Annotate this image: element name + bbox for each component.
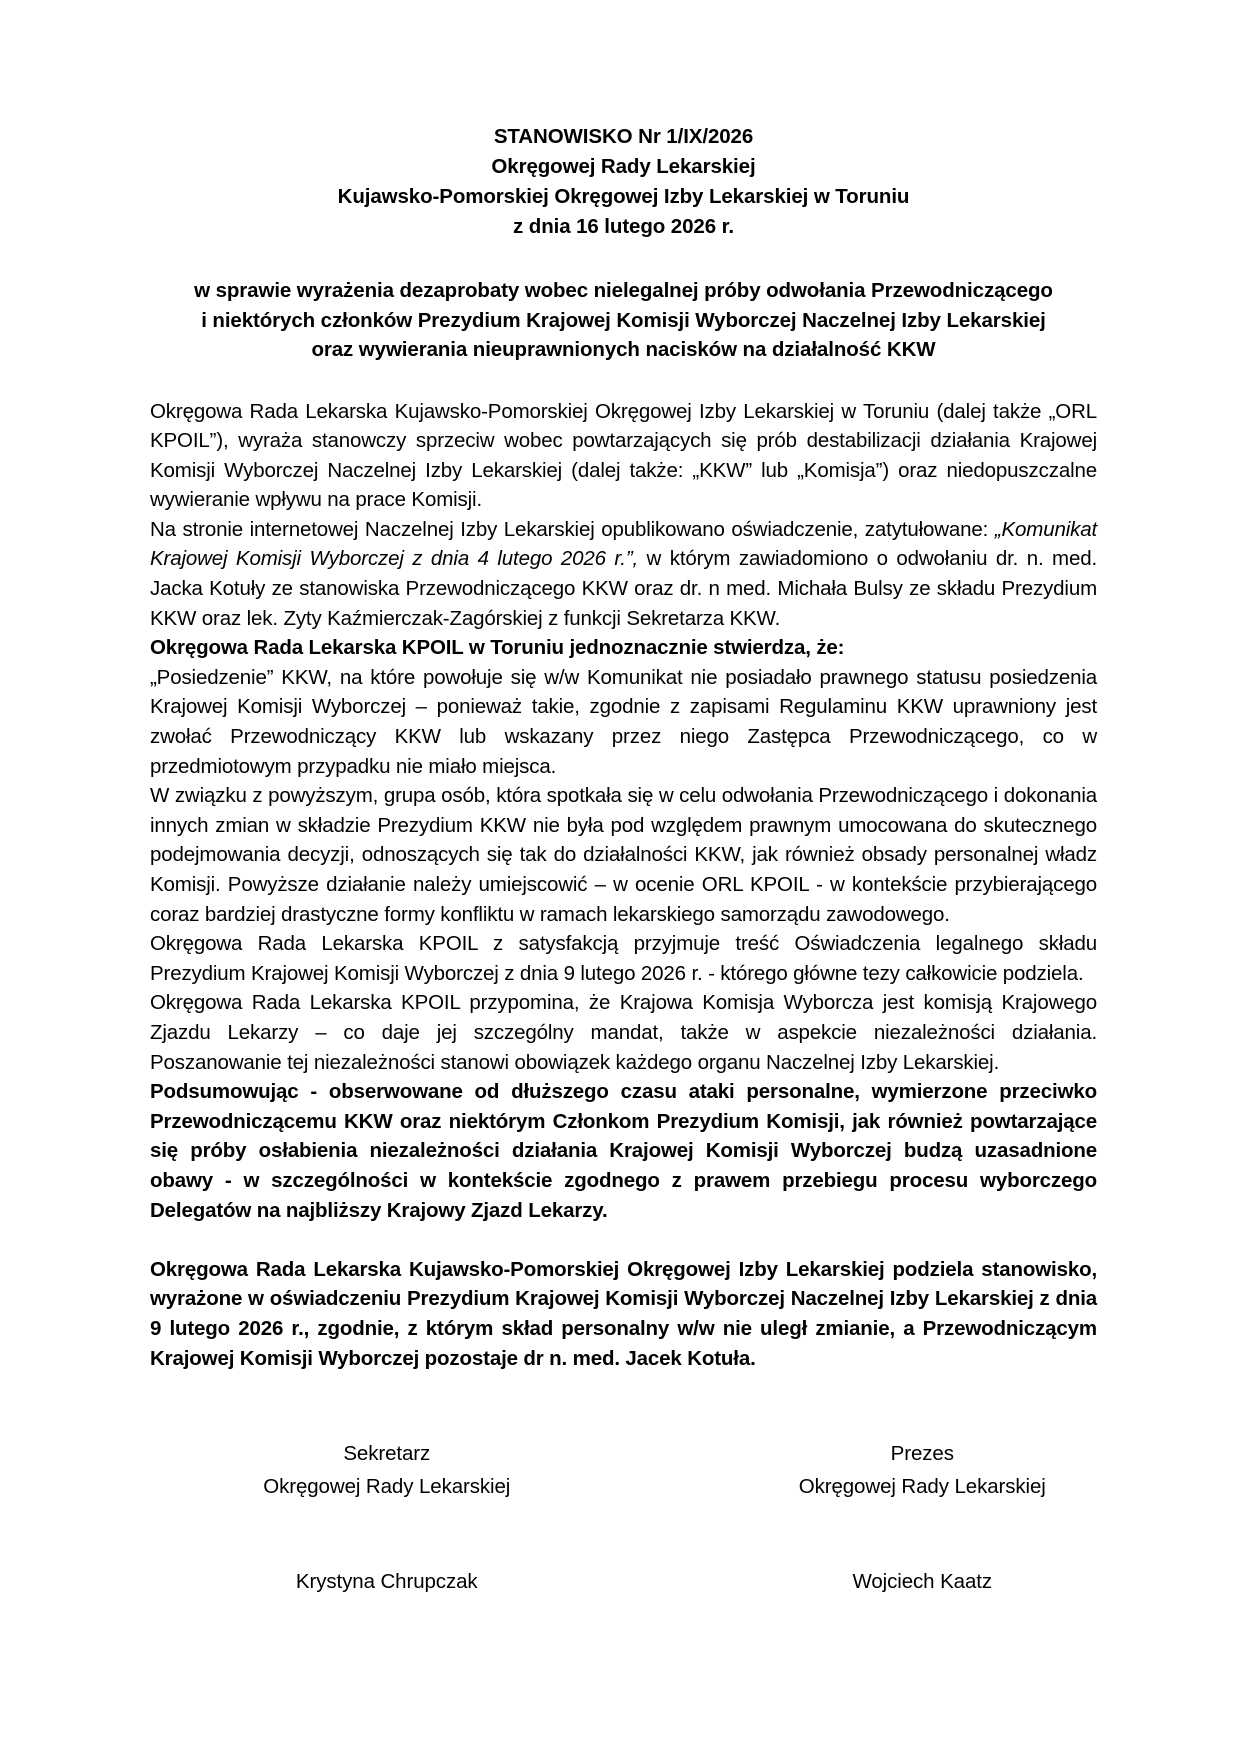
- document-content: [150, 0, 1097, 1598]
- paragraph-5: W związku z powyższym, grupa osób, która spotkała się w celu odwołania Przewodniczącego i dokonania innych zmian w składzie Prezydium KKW nie była pod względem prawnym umocowana do skutecznego podejmowania decyzji, odnoszących się tak do działalności KKW, jak również obsady personalnej władz Komisji. Powyższe działanie należy umiejscowić – w ocenie ORL KPOIL - w kontekście przybierającego coraz bardziej drastyczne formy konfliktu w ramach lekarskiego samorządu zawodowego.: [150, 784, 1097, 926]
- signature-secretary-org: Okręgowej Rady Lekarskiej: [263, 1475, 511, 1499]
- signature-secretary-role: Sekretarz: [343, 1442, 431, 1466]
- paragraph-9-closing: Okręgowa Rada Lekarska Kujawsko-Pomorskiej Okręgowej Izby Lekarskiej podziela stanowisko, wyrażone w oświadczeniu Prezydium Krajowej Komisji Wyborczej Naczelnej Izby Lekarskiej z dnia 9 lutego 2026 r., zgodnie, z którym skład personalny w/w nie uległ zmianie, a Przewodniczącym Krajowej Komisji Wyborczej pozostaje dr n. med. Jacek Kotuła.: [150, 1257, 1097, 1370]
- signature-president: [650, 1437, 1160, 1598]
- document-body: [150, 397, 1097, 1374]
- paragraph-1: Okręgowa Rada Lekarska Kujawsko-Pomorskiej Okręgowej Izby Lekarskiej w Toruniu (dalej także „ORL KPOIL”), wyraża stanowczy sprzeciw wobec powtarzających się prób destabilizacji działania Krajowej Komisji Wyborczej Naczelnej Izby Lekarskiej (dalej także: „KKW” lub „Komisja”) oraz niedopuszczalne wywieranie wpływu na prace Komisji.: [150, 399, 1097, 512]
- paragraph-4: „Posiedzenie” KKW, na które powołuje się w/w Komunikat nie posiadało prawnego statusu posiedzenia Krajowej Komisji Wyborczej – ponieważ takie, zgodnie z zapisami Regulaminu KKW uprawniony jest zwołać Przewodniczący KKW lub wskazany przez niego Zastępca Przewodniczącego, co w przedmiotowym przypadku nie miało miejsca.: [150, 665, 1097, 778]
- signature-block: [150, 1437, 1097, 1598]
- signature-president-name: Wojciech Kaatz: [852, 1570, 992, 1594]
- subject-line-1: w sprawie wyrażenia dezaprobaty wobec nielegalnej próby odwołania Przewodniczącego: [194, 279, 1053, 302]
- subject-line-3: oraz wywierania nieuprawnionych nacisków na działalność KKW: [311, 338, 936, 361]
- title-line-4-date: z dnia 16 lutego 2026 r.: [513, 215, 734, 238]
- signature-president-org: Okręgowej Rady Lekarskiej: [798, 1475, 1046, 1499]
- subject-line-2: i niektórych członków Prezydium Krajowej Komisji Wyborczej Naczelnej Izby Lekarskiej: [201, 308, 1046, 332]
- document-subject-block: [150, 276, 1097, 365]
- paragraph-2-quoted-title: „Komunikat Krajowej Komisji Wyborczej z dnia 4 lutego 2026 r.”,: [150, 517, 1097, 571]
- signature-secretary: [150, 1437, 650, 1598]
- paragraph-2-tail: w którym zawiadomiono o odwołaniu dr. n. med. Jacka Kotuły ze stanowiska Przewodniczącego KKW oraz dr. n med. Michała Bulsy ze składu Prezydium KKW oraz lek. Zyty Kaźmierczak-Zagórskiej z funkcji Sekretarza KKW.: [150, 547, 1098, 630]
- paragraph-2-lead: Na stronie internetowej Naczelnej Izby Lekarskiej opublikowano oświadczenie, zatytułowane:: [150, 517, 995, 541]
- signature-president-role: Prezes: [890, 1442, 954, 1466]
- signature-secretary-name: Krystyna Chrupczak: [295, 1570, 478, 1594]
- paragraph-spacer: [150, 1225, 1097, 1255]
- document-title-block: [150, 122, 1097, 242]
- title-line-2: Okręgowej Rady Lekarskiej: [491, 155, 756, 178]
- paragraph-2: [150, 515, 1097, 633]
- paragraph-6: Okręgowa Rada Lekarska KPOIL z satysfakcją przyjmuje treść Oświadczenia legalnego składu Prezydium Krajowej Komisji Wyborczej z dnia 9 lutego 2026 r. - którego główne tezy całkowicie podziela.: [150, 932, 1097, 985]
- title-line-1: STANOWISKO Nr 1/IX/2026: [493, 125, 754, 148]
- paragraph-3-statement-lead: Okręgowa Rada Lekarska KPOIL w Toruniu jednoznacznie stwierdza, że:: [150, 636, 845, 660]
- title-line-3: Kujawsko-Pomorskiej Okręgowej Izby Lekarskiej w Toruniu: [337, 185, 910, 208]
- paragraph-7: Okręgowa Rada Lekarska KPOIL przypomina, że Krajowa Komisja Wyborcza jest komisją Krajowego Zjazdu Lekarzy – co daje jej szczególny mandat, także w aspekcie niezależności działania. Poszanowanie tej niezależności stanowi obowiązek każdego organu Naczelnej Izby Lekarskiej.: [150, 991, 1097, 1074]
- paragraph-8-summary: Podsumowując - obserwowane od dłuższego czasu ataki personalne, wymierzone przeciwko Przewodniczącemu KKW oraz niektórym Członkom Prezydium Komisji, jak również powtarzające się próby osłabienia niezależności działania Krajowej Komisji Wyborczej budzą uzasadnione obawy - w szczególności w kontekście zgodnego z prawem przebiegu procesu wyborczego Delegatów na najbliższy Krajowy Zjazd Lekarzy.: [150, 1080, 1097, 1222]
